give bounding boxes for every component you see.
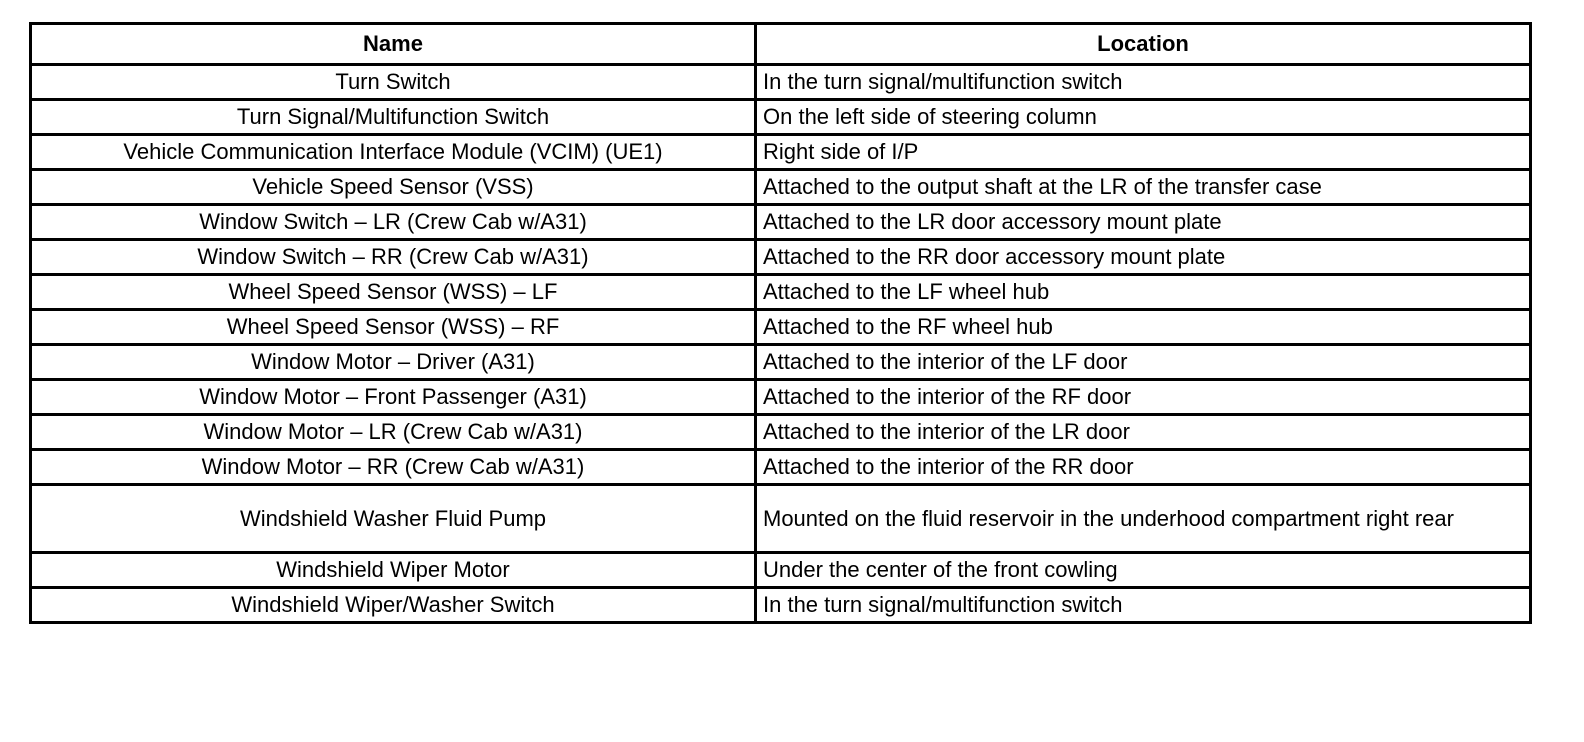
- table-row: [31, 240, 1531, 275]
- name-cell: Window Switch – LR (Crew Cab w/A31): [31, 205, 756, 240]
- location-cell: Attached to the LR door accessory mount plate: [756, 205, 1531, 240]
- location-cell: Attached to the RR door accessory mount plate: [756, 240, 1531, 275]
- table-row: [31, 205, 1531, 240]
- location-cell: In the turn signal/multifunction switch: [756, 65, 1531, 100]
- table-row: [31, 588, 1531, 623]
- location-cell: Mounted on the fluid reservoir in the underhood compartment right rear: [756, 485, 1531, 553]
- name-cell: Window Motor – Driver (A31): [31, 345, 756, 380]
- name-cell: Window Switch – RR (Crew Cab w/A31): [31, 240, 756, 275]
- name-cell: Windshield Wiper/Washer Switch: [31, 588, 756, 623]
- location-cell: Attached to the RF wheel hub: [756, 310, 1531, 345]
- name-cell: Vehicle Communication Interface Module (VCIM) (UE1): [31, 135, 756, 170]
- table-row: [31, 553, 1531, 588]
- component-locator-table-container: [29, 22, 1529, 624]
- table-row: [31, 135, 1531, 170]
- name-cell: Vehicle Speed Sensor (VSS): [31, 170, 756, 205]
- location-cell: Right side of I/P: [756, 135, 1531, 170]
- location-cell: Attached to the interior of the RR door: [756, 450, 1531, 485]
- table-row: [31, 485, 1531, 553]
- header-row: [31, 24, 1531, 65]
- location-cell: Attached to the interior of the LR door: [756, 415, 1531, 450]
- table-row: [31, 310, 1531, 345]
- name-cell: Windshield Wiper Motor: [31, 553, 756, 588]
- table-row: [31, 65, 1531, 100]
- header-name: Name: [31, 24, 756, 65]
- name-cell: Turn Switch: [31, 65, 756, 100]
- location-cell: Attached to the interior of the LF door: [756, 345, 1531, 380]
- location-cell: In the turn signal/multifunction switch: [756, 588, 1531, 623]
- header-location: Location: [756, 24, 1531, 65]
- name-cell: Window Motor – Front Passenger (A31): [31, 380, 756, 415]
- location-cell: Under the center of the front cowling: [756, 553, 1531, 588]
- name-cell: Window Motor – LR (Crew Cab w/A31): [31, 415, 756, 450]
- name-cell: Window Motor – RR (Crew Cab w/A31): [31, 450, 756, 485]
- location-cell: Attached to the output shaft at the LR of the transfer case: [756, 170, 1531, 205]
- table-row: [31, 100, 1531, 135]
- table-row: [31, 380, 1531, 415]
- table-row: [31, 450, 1531, 485]
- name-cell: Windshield Washer Fluid Pump: [31, 485, 756, 553]
- table-row: [31, 345, 1531, 380]
- table-row: [31, 275, 1531, 310]
- location-cell: Attached to the interior of the RF door: [756, 380, 1531, 415]
- name-cell: Turn Signal/Multifunction Switch: [31, 100, 756, 135]
- location-cell: On the left side of steering column: [756, 100, 1531, 135]
- location-cell: Attached to the LF wheel hub: [756, 275, 1531, 310]
- name-cell: Wheel Speed Sensor (WSS) – RF: [31, 310, 756, 345]
- table-row: [31, 170, 1531, 205]
- name-cell: Wheel Speed Sensor (WSS) – LF: [31, 275, 756, 310]
- component-locator-table: [29, 22, 1532, 624]
- table-row: [31, 415, 1531, 450]
